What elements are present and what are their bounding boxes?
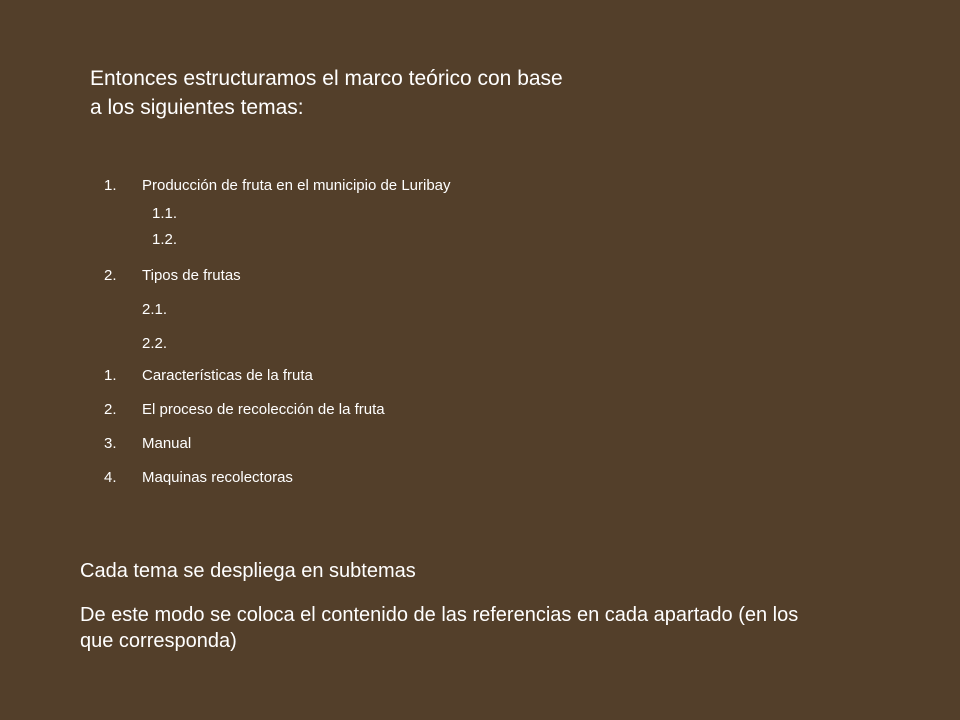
- outline-item-text: Características de la fruta: [142, 367, 313, 384]
- outline-item-number: 2.: [104, 401, 117, 418]
- outline-subitem: 2.2.: [142, 335, 168, 352]
- outline-item-number: 1.: [104, 177, 117, 194]
- outline-subitem: 1.2.: [152, 231, 178, 248]
- outline-item-text: Maquinas recolectoras: [142, 469, 293, 486]
- outline-subitem: 2.1.: [142, 301, 168, 318]
- outline-item-text: Tipos de frutas: [142, 267, 241, 284]
- outline-item-text: Manual: [142, 435, 192, 452]
- title-line-1: Entonces estructuramos el marco teórico con base: [90, 67, 563, 90]
- footer-note-1: Cada tema se despliega en subtemas: [80, 560, 416, 582]
- outline-item-number: 4.: [104, 469, 117, 486]
- outline-item-number: 2.: [104, 267, 117, 284]
- outline-item-number: 3.: [104, 435, 117, 452]
- slide-title: [90, 64, 690, 122]
- outline-item-text: El proceso de recolección de la fruta: [142, 401, 385, 418]
- outline-subitem: 1.1.: [152, 205, 178, 222]
- outline-item-text: Producción de fruta en el municipio de Luribay: [142, 177, 451, 194]
- footer-note-2: De este modo se coloca el contenido de las referencias en cada apartado (en los que corresponda): [80, 604, 799, 652]
- title-line-2: a los siguientes temas:: [90, 96, 304, 119]
- outline-item-number: 1.: [104, 367, 117, 384]
